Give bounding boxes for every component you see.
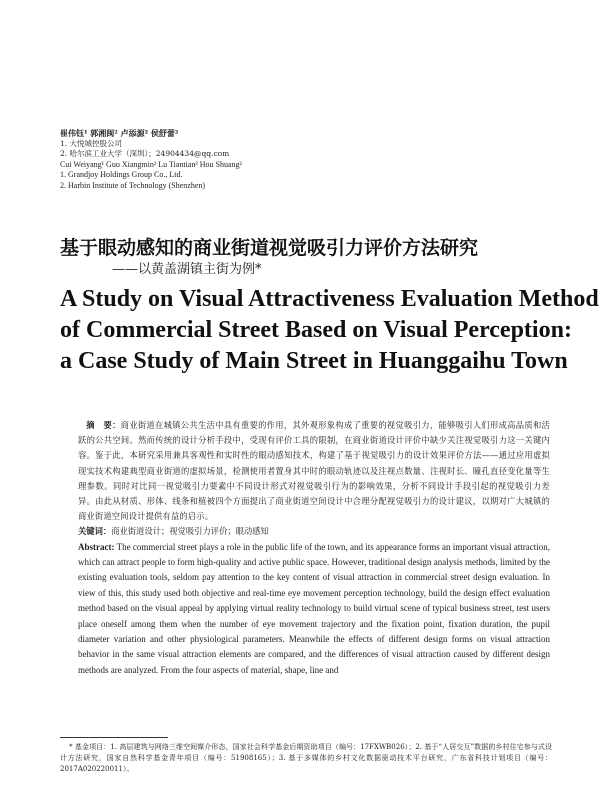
title-english-line: a Case Study of Main Street in Huanggaihu Town bbox=[60, 348, 568, 374]
author-names-en: Cui Weiyang¹ Guo Xiangmin² Lu Tiantian² Hou Shuang² bbox=[60, 159, 242, 169]
abstract-cn-text: 商业街道在城镇公共生活中具有重要的作用，其外观形象构成了重要的视觉吸引力，能够吸引人们形成高品质和活跃的公共空间。然而传统的设计分析手段中，受现有评价工具的限制，在商业街道设计评价中缺少关注视觉吸引力这一关键内容。鉴于此，本研究采用兼具客观性和实时性的眼动感知技术，构建了基于视觉吸引力的设计效果评价方法——通过应用虚拟现实技术构建典型商业街道的虚拟场景，检测使用者置身其中时的眼动轨迹以及注视点数量、注视时长、瞳孔直径变化量等生理参数。同时对比同一视觉吸引力要素中不同设计形式对视觉吸引行为的影响效果，分析不同设计手段引起的视觉吸引力差异。由此从材质、形体、线条和植被四个方面提出了商业街道空间设计中合理分配视觉吸引力的设计建议，以期对广大城镇的商业街道空间设计提供有益的启示。 bbox=[78, 420, 550, 522]
abstract-english bbox=[78, 540, 550, 679]
author-names-cn: 崔伟钰¹ 郭湘闽² 卢添源² 侯舒蕾² bbox=[60, 128, 179, 138]
title-english-line: of Commercial Street Based on Visual Perception: bbox=[60, 317, 572, 343]
affiliation-en-1: 1. Grandjoy Holdings Group Co., Ltd. bbox=[60, 170, 183, 179]
footnote-divider bbox=[60, 737, 168, 738]
title-english-line: A Study on Visual Attractiveness Evaluation Method bbox=[60, 286, 599, 312]
title-english bbox=[60, 284, 599, 377]
abstract-en-label: Abstract: bbox=[78, 541, 115, 552]
abstract-section bbox=[78, 418, 550, 678]
subtitle-chinese: ——以黄盖湖镇主街为例* bbox=[112, 262, 262, 277]
title-chinese: 基于眼动感知的商业街道视觉吸引力评价方法研究 bbox=[60, 237, 479, 259]
keywords-text: 商业街道设计；视觉吸引力评价；眼动感知 bbox=[111, 526, 269, 537]
keywords-chinese bbox=[78, 524, 550, 539]
abstract-chinese bbox=[78, 418, 550, 524]
abstract-cn-label: 摘 要： bbox=[86, 420, 121, 430]
affiliation-cn-1: 1. 大悦城控股公司 bbox=[60, 138, 123, 148]
abstract-en-text: The commercial street plays a role in the public life of the town, and its appearance forms an important visual attraction, which can attract people to form high-quality and active public space. However, traditional design analysis methods, limited by the existing evaluation tools, seldom pay attention to the key content of visual attraction in commercial street design evaluation. In view of this, this study used both objective and real-time eye movement perception technology, build the design effect evaluation method based on the visual appeal by applying virtual reality technology to build virtual scene of typical business street, test users place oneself among them when the number of eye movement trajectory and the fixation point, fixation duration, the pupil diameter variation and other physiological parameters. Meanwhile the effects of different design forms on visual attraction behavior in the same visual attraction elements are compared, and the differences of visual attraction caused by different design methods are analyzed. From the four aspects of material, shape, line and bbox=[78, 541, 550, 675]
affiliation-en-2: 2. Harbin Institute of Technology (Shenzhen) bbox=[60, 180, 206, 190]
author-block bbox=[60, 128, 540, 191]
funding-footnote: * 基金项目：1. 高层建筑与网络三维空间媒介形态，国家社会科学基金后期资助项目（编号：17FXWB026）；2. 基于“人居交互”数据的乡村住宅参与式设计方法研究，国家自然科学基金青年项目（编号：51908165）；3. 基于多媒体的乡村文化数据驱动技术平台研究，广东省科技计划项目（编号：2017A020220011）。 bbox=[60, 743, 552, 773]
keywords-label: 关键词： bbox=[78, 526, 112, 537]
affiliation-cn-2: 2. 哈尔滨工业大学（深圳）；24904434@qq.com bbox=[60, 149, 230, 158]
